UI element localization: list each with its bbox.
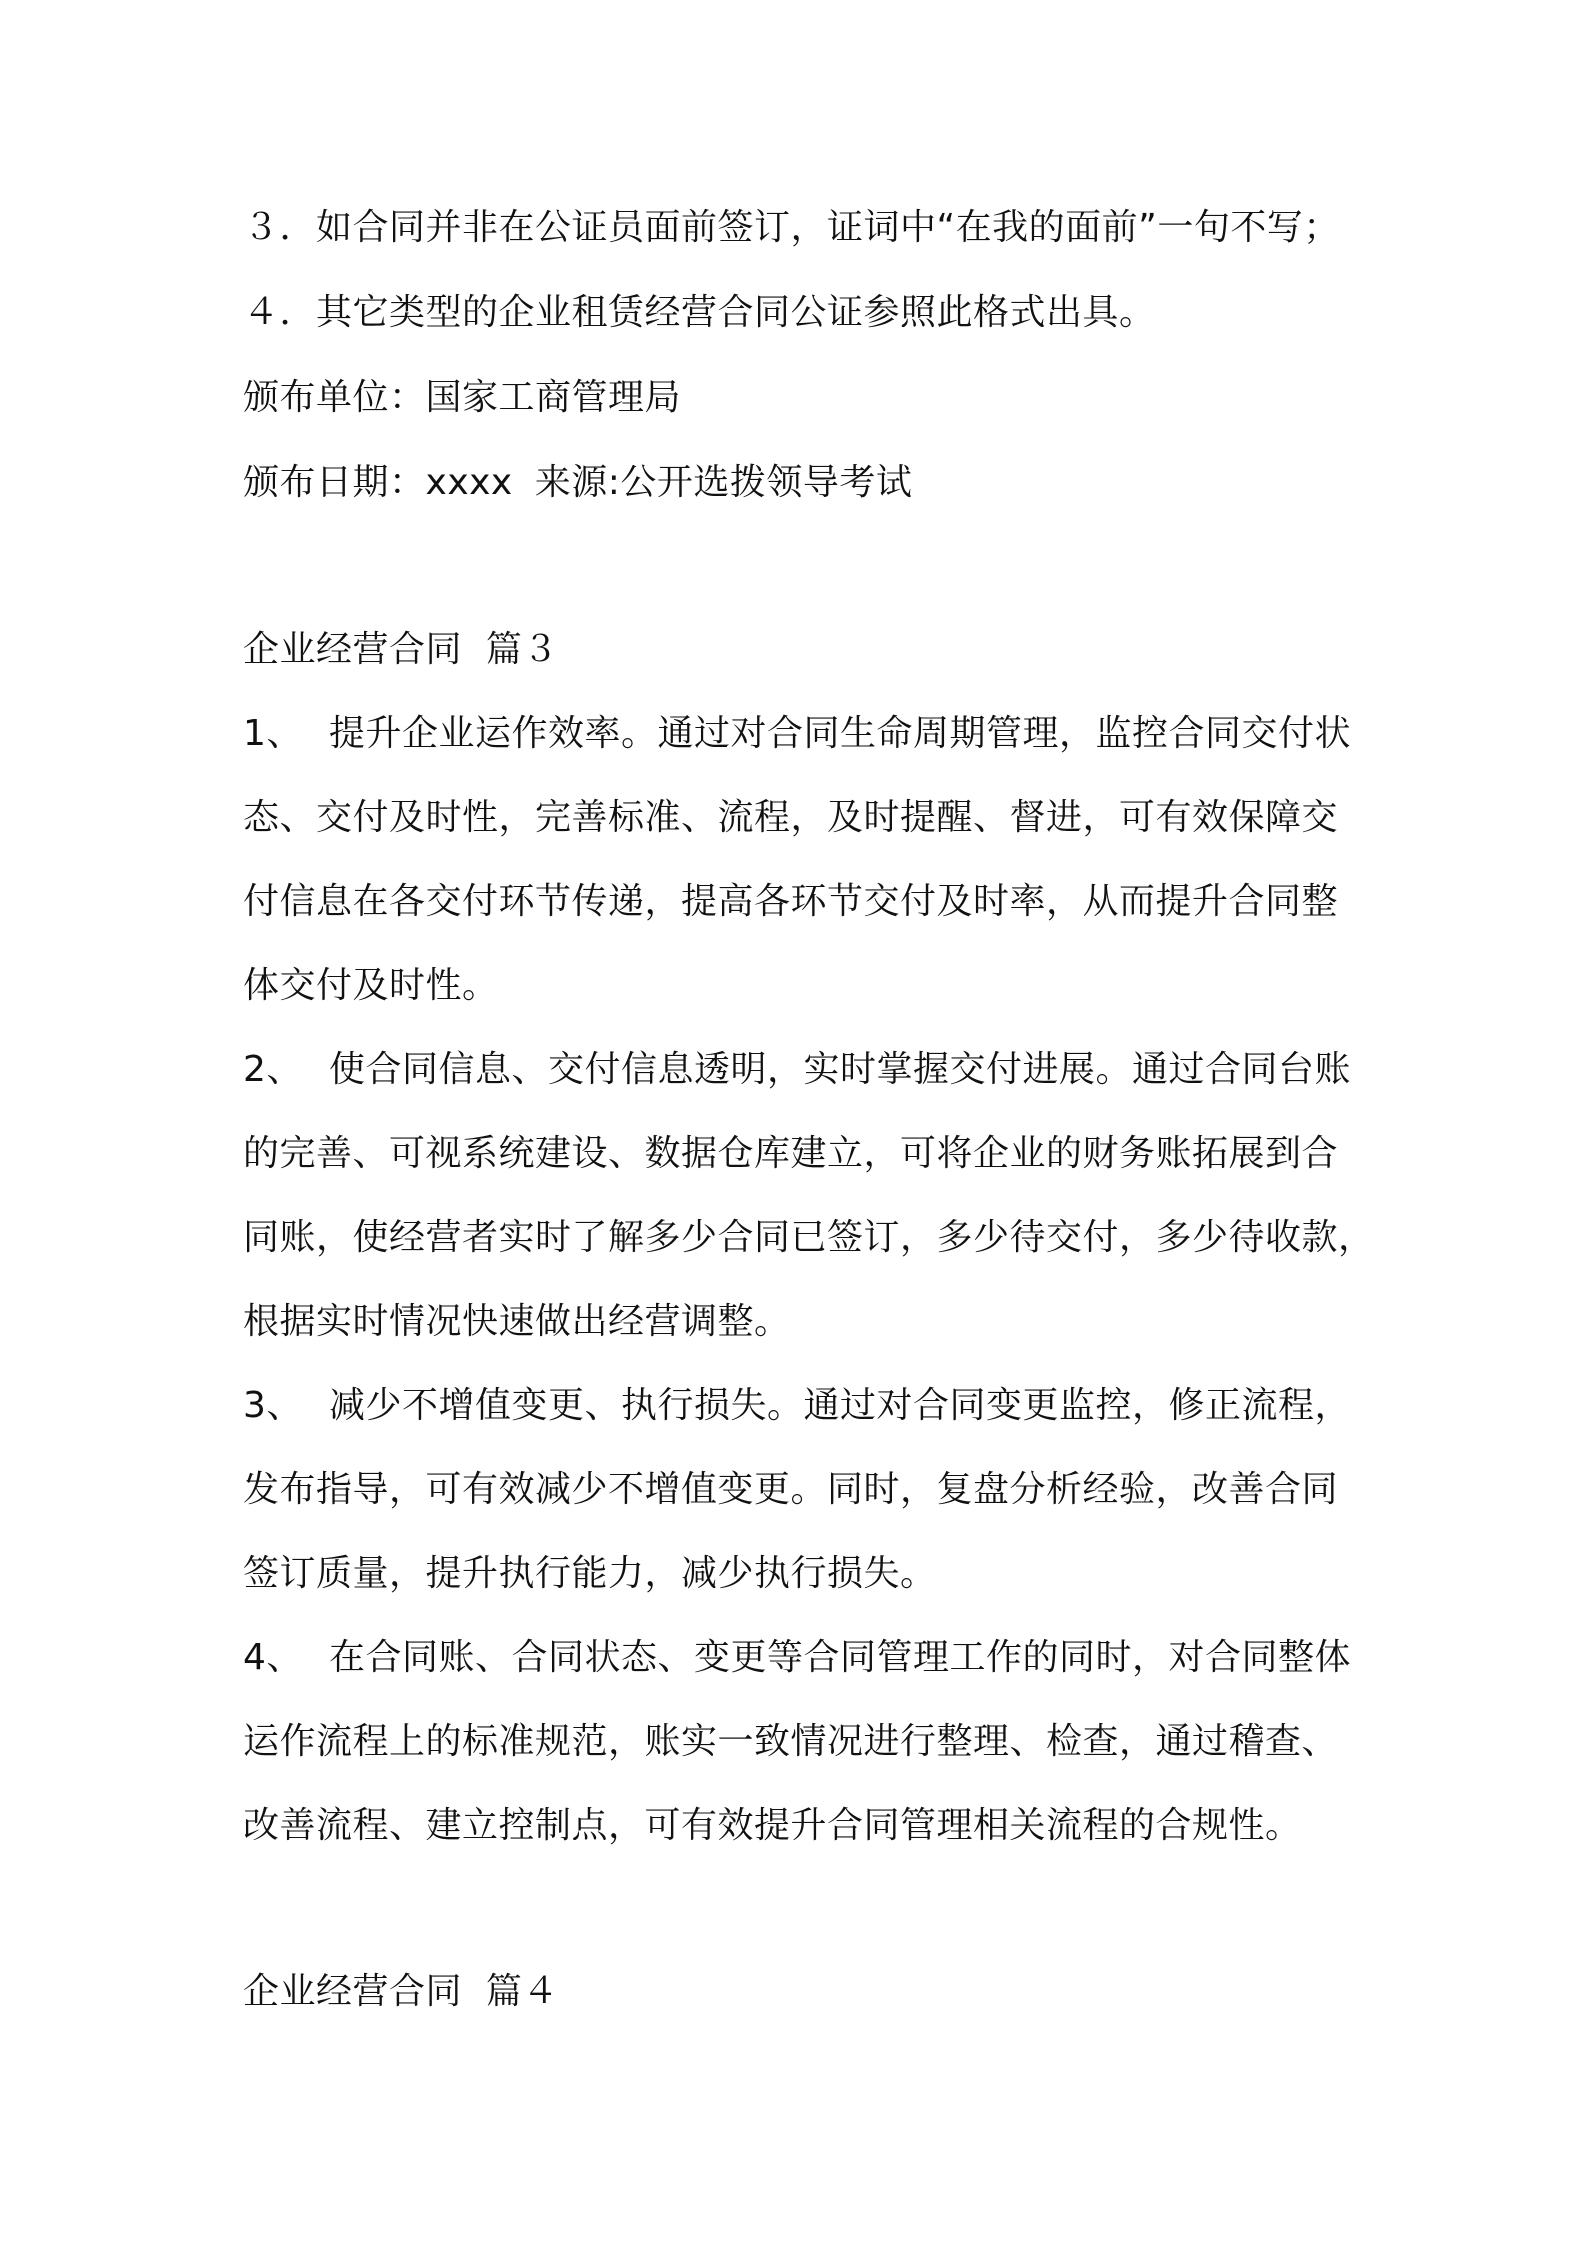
point-3-line-1: 3、 减少不增值变更、执行损失。通过对合同变更监控，修正流程， — [243, 1385, 1352, 1426]
issue-date-line — [243, 461, 912, 505]
issue-date-value: xxxx — [425, 462, 513, 503]
issuer-label: 颁布单位： — [243, 377, 426, 418]
point-4-line-2: 运作流程上的标准规范，账实一致情况进行整理、检查，通过稽查、 — [243, 1721, 1339, 1762]
issue-date-label: 颁布日期： — [243, 462, 426, 503]
section-3-heading: 企业经营合同 篇３ — [243, 629, 559, 670]
issuer-value: 国家工商管理局 — [425, 377, 682, 418]
note-item-4-text: 其它类型的企业租赁经营合同公证参照此格式出具。 — [316, 292, 1156, 333]
issuer-line — [243, 376, 681, 420]
point-1-number: 1、 — [243, 713, 303, 754]
point-3-line-2: 发布指导，可有效减少不增值变更。同时，复盘分析经验，改善合同 — [243, 1469, 1339, 1510]
point-4-number: 4、 — [243, 1637, 303, 1678]
point-4-line-1: 4、 在合同账、合同状态、变更等合同管理工作的同时，对合同整体 — [243, 1637, 1352, 1678]
point-1-line-3: 付信息在各交付环节传递，提高各环节交付及时率，从而提升合同整 — [243, 881, 1339, 922]
source-value: 公开选拨领导考试 — [620, 462, 913, 503]
note-item-3-number: ３． — [243, 207, 317, 248]
point-1-line-4: 体交付及时性。 — [243, 965, 499, 1006]
point-3-number: 3、 — [243, 1385, 303, 1426]
note-item-4 — [243, 291, 1156, 335]
source-label: 来源: — [534, 462, 621, 503]
point-3-line-3: 签订质量，提升执行能力，减少执行损失。 — [243, 1553, 937, 1594]
point-1-line-2: 态、交付及时性，完善标准、流程，及时提醒、督进，可有效保障交 — [243, 797, 1339, 838]
point-2-number: 2、 — [243, 1049, 303, 1090]
note-item-4-number: ４． — [243, 292, 317, 333]
point-2-line-2: 的完善、可视系统建设、数据仓库建立，可将企业的财务账拓展到合 — [243, 1133, 1339, 1174]
point-4-line-3: 改善流程、建立控制点，可有效提升合同管理相关流程的合规性。 — [243, 1805, 1302, 1846]
point-1-line-1: 1、 提升企业运作效率。通过对合同生命周期管理，监控合同交付状 — [243, 713, 1352, 754]
note-item-3 — [243, 206, 1340, 250]
point-2-line-3: 同账，使经营者实时了解多少合同已签订，多少待交付，多少待收款， — [243, 1217, 1375, 1258]
point-2-line-4: 根据实时情况快速做出经营调整。 — [243, 1301, 791, 1342]
point-2-line-1: 2、 使合同信息、交付信息透明，实时掌握交付进展。通过合同台账 — [243, 1049, 1352, 1090]
section-4-heading: 企业经营合同 篇４ — [243, 1971, 559, 2012]
note-item-3-text: 如合同并非在公证员面前签订，证词中“在我的面前”一句不写； — [316, 207, 1340, 248]
